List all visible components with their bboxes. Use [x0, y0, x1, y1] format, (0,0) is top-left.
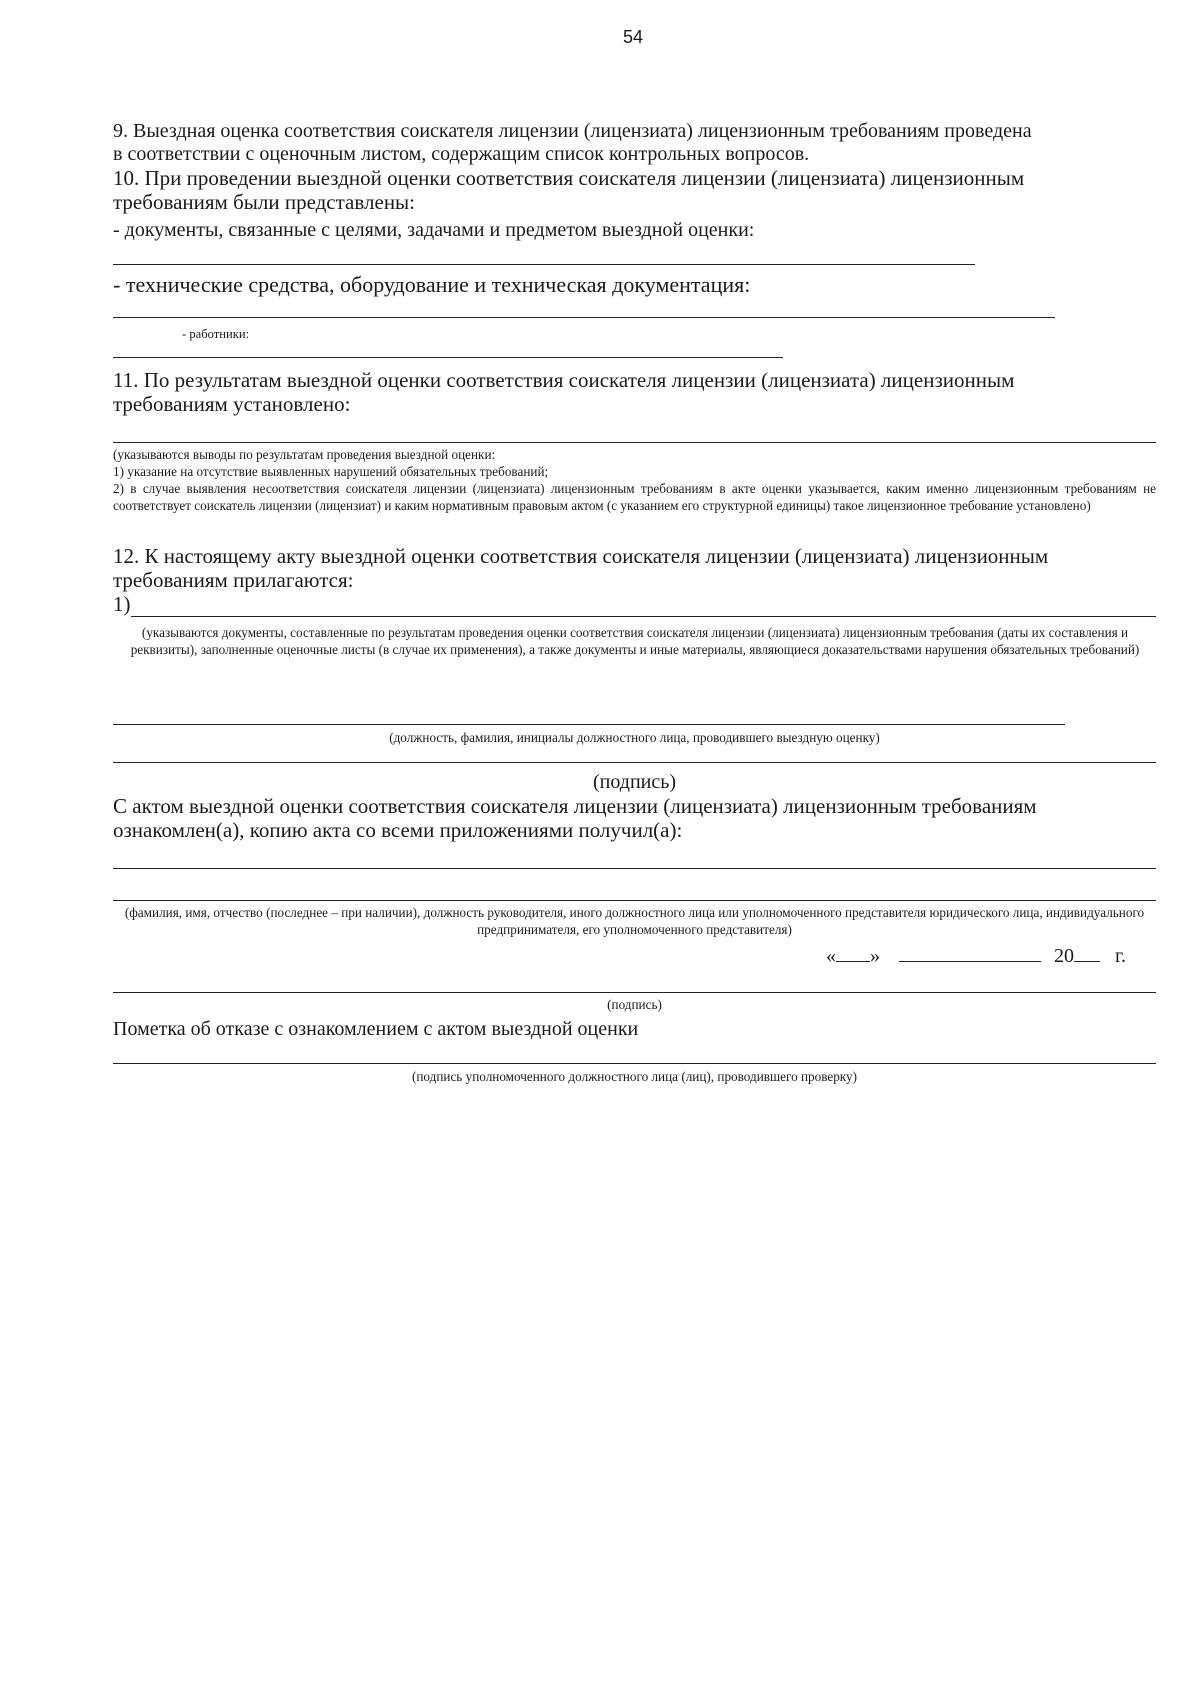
signature-caption-2: (подпись) — [607, 997, 662, 1012]
refusal-caption: (подпись уполномоченного должностного лица (лиц), проводившего проверку) — [411, 1069, 858, 1084]
acknowledgement-line2: ознакомлен(а), копию акта со всеми приложениями получил(а): — [113, 818, 683, 842]
acknowledgement-fill-line-2 — [113, 900, 1156, 901]
item9-line2: в соответствии с оценочным листом, содержащим список контрольных вопросов. — [113, 143, 810, 165]
date-open-quote: « — [826, 945, 836, 967]
refusal-fill-line — [113, 1063, 1156, 1064]
signature-fill-line-2 — [113, 992, 1156, 993]
date-year-prefix: 20 — [1054, 945, 1074, 967]
official-caption: (должность, фамилия, инициалы должностного лица, проводившего выездную оценку) — [389, 730, 880, 745]
date-row — [826, 943, 1126, 968]
item12-note: (указываются документы, составленные по результатам проведения оценки соответствия соискателя лицензии (лицензиата) лицензионным требования (даты их составления и реквизиты), заполненные оценочные листы (в случае их применения), а также документы и иные материалы, являющиеся доказательствами нарушения обязательных требований) — [130, 625, 1140, 657]
representative-caption: (фамилия, имя, отчество (последнее – при наличии), должность руководителя, иного должностного лица или уполномоченного представителя юридического лица, индивидуального предпринимателя, его уполномоченного представителя) — [124, 905, 1145, 937]
item12-line1: 12. К настоящему акту выездной оценки соответствия соискателя лицензии (лицензиата) лицензионным — [113, 544, 1049, 568]
item9-line1: 9. Выездная оценка соответствия соискателя лицензии (лицензиата) лицензионным требованиям проведена — [113, 120, 1032, 142]
item12-line2: требованиям прилагаются: — [113, 568, 354, 592]
date-year-suffix: г. — [1115, 945, 1126, 967]
item11-line1: 11. По результатам выездной оценки соответствия соискателя лицензии (лицензиата) лицензионным — [113, 368, 1015, 392]
acknowledgement-fill-line-1 — [113, 868, 1156, 869]
item10-workers-label: - работники: — [182, 327, 250, 341]
refusal-mark: Пометка об отказе с ознакомлением с актом выездной оценки — [113, 1018, 639, 1040]
item12-fill-line — [131, 616, 1156, 617]
workers-fill-line — [113, 357, 783, 358]
item12-list-marker: 1) — [113, 592, 131, 616]
equipment-fill-line — [113, 317, 1055, 318]
item11-note-2: 1) указание на отсутствие выявленных нарушений обязательных требований; — [113, 464, 549, 479]
signature-fill-line-1 — [113, 762, 1156, 763]
item10-documents-label: - документы, связанные с целями, задачами и предметом выездной оценки: — [113, 219, 755, 241]
page-number: 54 — [623, 27, 644, 47]
item11-note-3: 2) в случае выявления несоответствия соискателя лицензии (лицензиата) лицензионным требованиям в акте оценки указывается, каким именно лицензионным требованиям не соответствует соискатель лицензии (лицензиат) и каким нормативным правовым актом (с указанием его структурной единицы) такое лицензионное требование установлено) — [113, 481, 1156, 513]
item10-line2: требованиям были представлены: — [113, 190, 415, 214]
item11-fill-line — [113, 442, 1156, 443]
item11-note-1: (указываются выводы по результатам проведения выездной оценки: — [113, 447, 496, 462]
date-close-quote: » — [870, 945, 880, 967]
item10-line1: 10. При проведении выездной оценки соответствия соискателя лицензии (лицензиата) лицензионным — [113, 166, 1025, 190]
item11-line2: требованиям установлено: — [113, 392, 351, 416]
documents-fill-line — [113, 264, 975, 265]
official-fill-line — [113, 724, 1065, 725]
date-year-field[interactable] — [1074, 943, 1100, 962]
date-month-field[interactable] — [899, 943, 1041, 962]
date-day-field[interactable] — [836, 943, 870, 962]
item10-equipment-label: - технические средства, оборудование и техническая документация: — [113, 272, 751, 297]
signature-caption-1: (подпись) — [592, 771, 677, 793]
acknowledgement-line1: С актом выездной оценки соответствия соискателя лицензии (лицензиата) лицензионным требованиям — [113, 794, 1037, 818]
